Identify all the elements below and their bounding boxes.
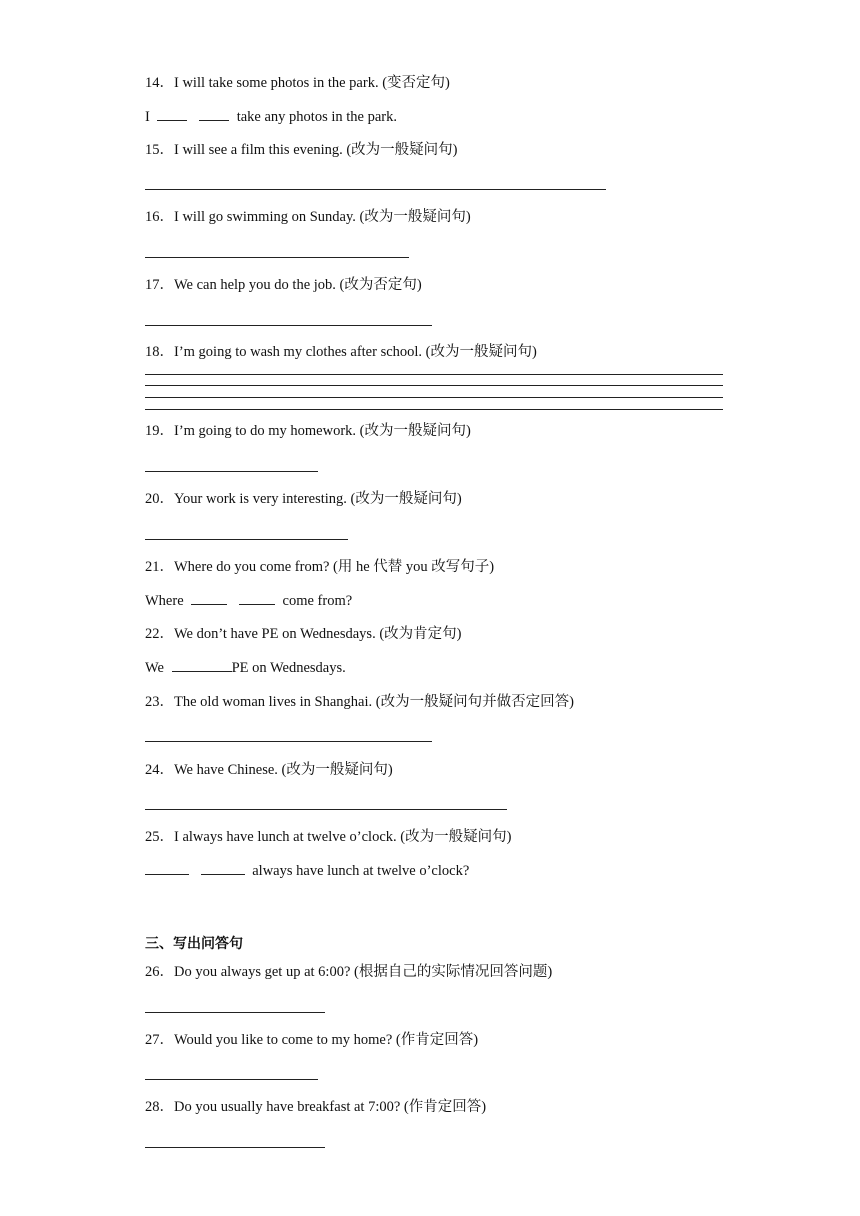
question-24-prompt: 24．We have Chinese. (改为一般疑问句) [145,762,393,778]
question-16-prompt: 16．I will go swimming on Sunday. (改为一般疑问句) [145,209,471,225]
question-21-answer-line [145,592,352,610]
question-21-fill-prefix: Where [145,593,184,609]
section-3-heading: 三、写出问答句 [145,936,243,952]
answer-blank[interactable] [199,108,229,121]
question-14-answer-line [145,108,397,126]
answer-line[interactable] [145,471,318,472]
answer-line[interactable] [145,374,723,375]
answer-line[interactable] [145,397,723,398]
question-23-prompt: 23．The old woman lives in Shanghai. (改为一般疑问句并做否定回答) [145,694,574,710]
answer-line[interactable] [145,741,432,742]
question-25-fill-suffix: always have lunch at twelve o’clock? [252,863,470,879]
answer-line[interactable] [145,189,606,190]
question-22-answer-line [145,659,346,677]
question-15-prompt: 15．I will see a film this evening. (改为一般疑问句) [145,142,458,158]
answer-line[interactable] [145,539,348,540]
question-21-fill-suffix: come from? [282,593,353,609]
answer-blank[interactable] [172,659,232,672]
answer-line[interactable] [145,809,507,810]
answer-line[interactable] [145,1012,325,1013]
answer-blank[interactable] [201,862,245,875]
question-26-prompt: 26．Do you always get up at 6:00? (根据自己的实际情况回答问题) [145,964,553,980]
answer-line[interactable] [145,325,432,326]
answer-line[interactable] [145,409,723,410]
question-22-prompt: 22．We don’t have PE on Wednesdays. (改为肯定句) [145,626,462,642]
question-25-prompt: 25．I always have lunch at twelve o’clock. (改为一般疑问句) [145,829,512,845]
answer-blank[interactable] [239,592,275,605]
question-20-prompt: 20．Your work is very interesting. (改为一般疑问句) [145,491,462,507]
question-14-fill-suffix: take any photos in the park. [236,109,397,125]
question-28-prompt: 28．Do you usually have breakfast at 7:00? (作肯定回答) [145,1099,487,1115]
answer-blank[interactable] [157,108,187,121]
question-22-fill-suffix: PE on Wednesdays. [231,660,346,676]
question-21-prompt: 21．Where do you come from? (用 he 代替 you 改写句子) [145,559,495,575]
answer-blank[interactable] [191,592,227,605]
question-14-prompt: 14．I will take some photos in the park. (变否定句) [145,75,450,91]
question-22-fill-prefix: We [145,660,164,676]
answer-blank[interactable] [145,862,189,875]
question-18-prompt: 18．I’m going to wash my clothes after school. (改为一般疑问句) [145,344,537,360]
question-25-answer-line [145,862,469,880]
answer-line[interactable] [145,257,409,258]
answer-line[interactable] [145,1147,325,1148]
answer-line[interactable] [145,1079,318,1080]
question-17-prompt: 17．We can help you do the job. (改为否定句) [145,277,422,293]
question-19-prompt: 19．I’m going to do my homework. (改为一般疑问句) [145,423,471,439]
answer-line[interactable] [145,385,723,386]
question-27-prompt: 27．Would you like to come to my home? (作肯定回答) [145,1032,479,1048]
question-14-fill-prefix: I [145,109,150,125]
